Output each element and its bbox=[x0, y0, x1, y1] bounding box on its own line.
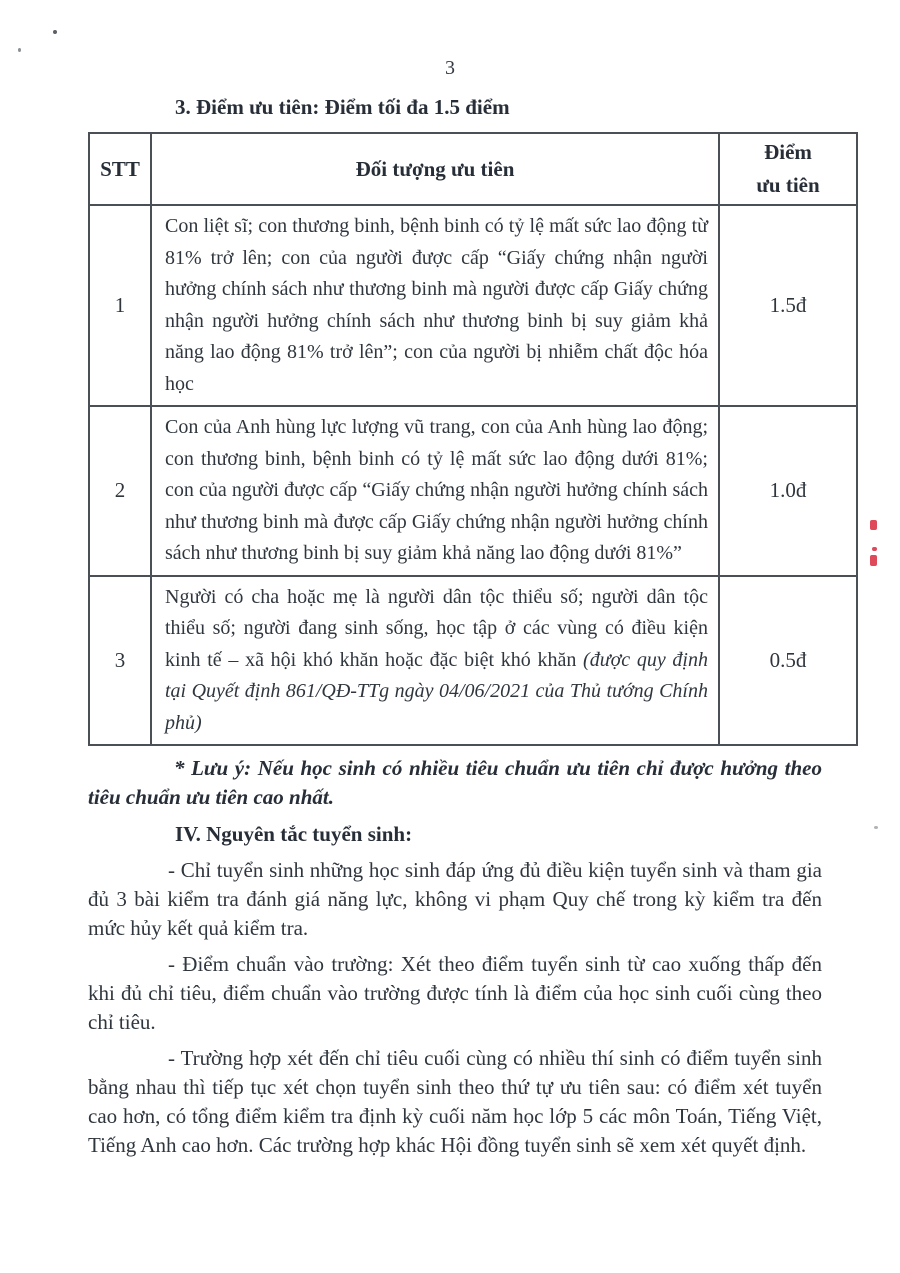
row3-description bbox=[151, 576, 719, 746]
scan-speck bbox=[53, 30, 57, 34]
heading-diem-uu-tien: 3. Điểm ưu tiên: Điểm tối đa 1.5 điểm bbox=[175, 95, 510, 119]
row2-description bbox=[151, 406, 719, 576]
paragraph-diem-chuan: - Điểm chuẩn vào trường: Xét theo điểm tuyển sinh từ cao xuống thấp đến khi đủ chỉ tiêu, điểm chuẩn vào trường được tính là điểm của học sinh cuối cùng theo chỉ tiêu. bbox=[88, 952, 822, 1034]
table-row bbox=[89, 205, 857, 406]
row1-description bbox=[151, 205, 719, 406]
scan-speck bbox=[874, 826, 878, 829]
scan-red-mark bbox=[872, 547, 877, 551]
table-header-points bbox=[719, 133, 857, 205]
row3-text: Người có cha hoặc mẹ là người dân tộc thiểu số; người dân tộc thiểu số; người đang sinh sống, học tập ở các vùng có điều kiện kinh tế – xã hội khó khăn hoặc đặc biệt khó khăn bbox=[165, 585, 708, 671]
heading-nguyen-tac-tuyen-sinh: IV. Nguyên tắc tuyển sinh: bbox=[175, 822, 413, 846]
row3-stt: 3 bbox=[89, 576, 151, 746]
scan-red-mark bbox=[870, 520, 877, 530]
page-number: 3 bbox=[445, 57, 455, 79]
paragraph-tuyen-sinh-dieu-kien: - Chỉ tuyển sinh những học sinh đáp ứng đủ điều kiện tuyển sinh và tham gia đủ 3 bài kiểm tra đánh giá năng lực, không vi phạm Quy chế trong kỳ kiểm tra đến mức hủy kết quả kiểm tra. bbox=[88, 858, 822, 940]
row3-text-italic: (được quy định tại Quyết định 861/QĐ-TTg ngày 04/06/2021 của Thủ tướng Chính phủ) bbox=[165, 648, 708, 734]
table-row bbox=[89, 576, 857, 746]
table-row bbox=[89, 406, 857, 576]
row2-points: 1.0đ bbox=[719, 406, 857, 576]
table-header-points-line1: Điểm bbox=[764, 140, 812, 164]
row1-text: Con liệt sĩ; con thương binh, bệnh binh có tỷ lệ mất sức lao động từ 81% trở lên; con của người được cấp “Giấy chứng nhận người hưởng chính sách như thương binh mà người được cấp Giấy chứng nhận người hưởng chính sách như thương binh bị suy giảm khả năng lao động 81% trở lên”; con của người bị nhiễm chất độc hóa học bbox=[165, 215, 708, 395]
table-header-points-line2: ưu tiên bbox=[756, 173, 820, 197]
scan-red-mark bbox=[870, 555, 877, 566]
paragraph-truong-hop-xet: - Trường hợp xét đến chỉ tiêu cuối cùng có nhiều thí sinh có điểm tuyển sinh bằng nhau thì tiếp tục xét chọn tuyển sinh theo thứ tự ưu tiên sau: có điểm xét tuyển cao hơn, có tổng điểm kiểm tra định kỳ cuối năm học lớp 5 các môn Toán, Tiếng Việt, Tiếng Anh cao hơn. Các trường hợp khác Hội đồng tuyển sinh sẽ xem xét quyết định. bbox=[88, 1046, 822, 1157]
table-header-subject: Đối tượng ưu tiên bbox=[151, 133, 719, 205]
priority-points-table bbox=[88, 132, 858, 746]
row3-points: 0.5đ bbox=[719, 576, 857, 746]
scan-speck bbox=[18, 48, 21, 52]
table-header-row bbox=[89, 133, 857, 205]
row2-text: Con của Anh hùng lực lượng vũ trang, con của Anh hùng lao động; con thương binh, bệnh binh có tỷ lệ mất sức lao động dưới 81%; con của người được cấp “Giấy chứng nhận người hưởng chính sách như thương binh mà được cấp Giấy chứng nhận người hưởng chính sách như thương binh bị suy giảm khả năng lao động dưới 81%” bbox=[165, 416, 708, 564]
table-header-stt: STT bbox=[89, 133, 151, 205]
note-luu-y: * Lưu ý: Nếu học sinh có nhiều tiêu chuẩn ưu tiên chỉ được hưởng theo tiêu chuẩn ưu tiên cao nhất. bbox=[88, 756, 822, 809]
row2-stt: 2 bbox=[89, 406, 151, 576]
row1-points: 1.5đ bbox=[719, 205, 857, 406]
row1-stt: 1 bbox=[89, 205, 151, 406]
